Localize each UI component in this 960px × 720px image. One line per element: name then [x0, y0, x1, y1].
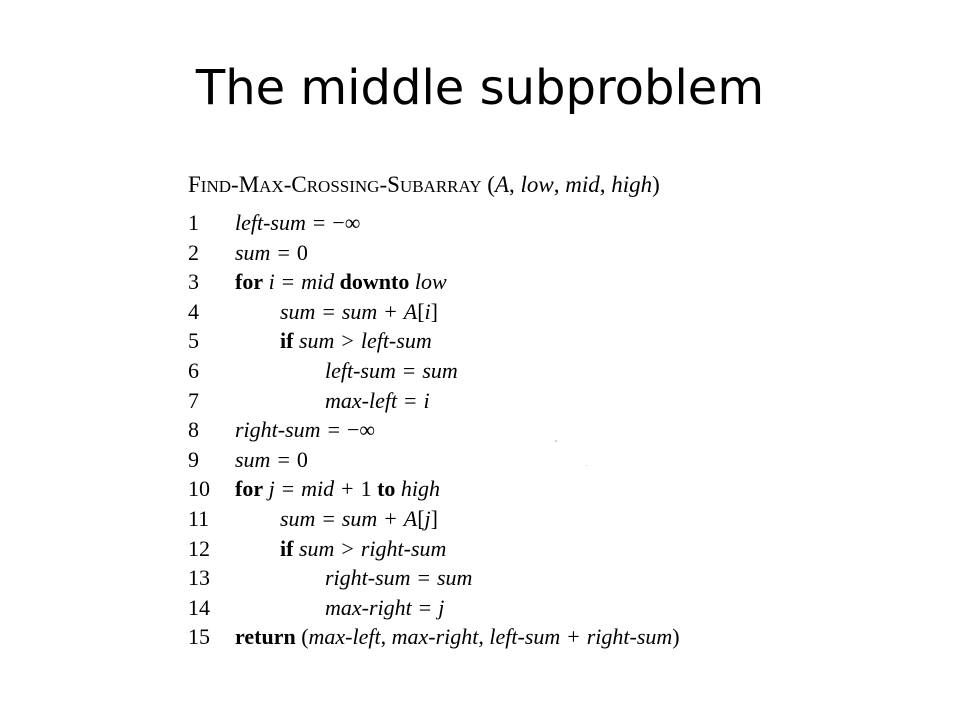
identifier: max-right: [325, 594, 412, 620]
symbol: ]: [430, 506, 438, 531]
comma: ,: [509, 172, 521, 197]
procedure-signature: [188, 170, 660, 202]
code-text: [280, 326, 432, 356]
paren-open: (: [481, 172, 495, 197]
identifier: right-sum: [325, 565, 411, 591]
name-smallcaps: IND: [200, 177, 232, 196]
name-capital: F: [188, 172, 201, 197]
identifier: right-sum: [360, 535, 447, 561]
line-number: 3: [188, 269, 199, 295]
line-number: 15: [188, 624, 210, 650]
line-number: 9: [188, 446, 199, 472]
name-separator: -: [283, 172, 292, 197]
line-number: 11: [188, 506, 210, 531]
identifier: mid: [301, 269, 335, 295]
line-number: 4: [188, 298, 199, 324]
identifier: right-sum: [235, 417, 321, 443]
name-capital: M: [238, 172, 260, 197]
comma: ,: [553, 172, 566, 197]
name-capital: S: [387, 172, 400, 197]
code-text: [235, 208, 360, 238]
code-line: [0, 208, 760, 238]
identifier: left-sum: [235, 210, 306, 235]
code-line: [0, 386, 760, 416]
operator: +: [567, 624, 580, 650]
identifier: j: [438, 594, 445, 620]
code-text: [235, 445, 308, 475]
keyword: downto: [339, 269, 410, 295]
symbol: ,: [478, 624, 490, 650]
line-number: 6: [188, 358, 199, 383]
operator: +: [384, 298, 397, 324]
code-line: [0, 445, 760, 475]
operator: =: [277, 239, 290, 265]
code-line: [0, 415, 760, 445]
identifier: sum: [298, 535, 335, 561]
identifier: left-sum: [360, 328, 432, 354]
operator: =: [322, 298, 335, 324]
code-text: [235, 474, 440, 504]
paren-close: ): [652, 172, 660, 197]
identifier: low: [414, 269, 447, 295]
code-text: [235, 267, 447, 297]
operator: =: [277, 446, 290, 472]
keyword: if: [280, 535, 294, 561]
symbol: −∞: [332, 210, 361, 235]
code-line: [0, 534, 760, 564]
name-capital: C: [291, 172, 307, 197]
scan-speck: [555, 440, 557, 442]
identifier: sum: [341, 506, 378, 531]
symbol: [: [417, 298, 425, 324]
operator: +: [384, 506, 397, 531]
identifier: max-right: [391, 624, 479, 650]
operator: =: [312, 210, 326, 235]
identifier: sum: [422, 358, 458, 383]
code-text: [235, 238, 308, 268]
code-line: [0, 297, 760, 327]
identifier: right-sum: [586, 624, 673, 650]
symbol: ,: [380, 624, 392, 650]
param: A: [494, 172, 509, 197]
line-number: 5: [188, 328, 199, 354]
identifier: left-sum: [325, 358, 396, 383]
keyword: to: [377, 476, 396, 502]
line-number: 12: [188, 535, 210, 561]
line-number: 2: [188, 239, 199, 265]
operator: =: [402, 358, 416, 383]
symbol: [: [417, 506, 425, 531]
operator: =: [322, 506, 335, 531]
identifier: j: [424, 506, 431, 531]
comma: ,: [599, 172, 612, 197]
keyword: return: [235, 624, 296, 650]
code-line: [0, 504, 760, 534]
procedure-params: [482, 172, 660, 197]
line-number: 1: [188, 210, 199, 235]
code-text: [325, 356, 458, 386]
param: mid: [565, 172, 600, 197]
symbol: ]: [430, 298, 438, 324]
identifier: A: [403, 298, 418, 324]
operator: =: [281, 269, 295, 295]
identifier: left-sum: [489, 624, 561, 650]
code-text: [325, 563, 472, 593]
keyword: for: [235, 476, 264, 502]
identifier: sum: [298, 328, 335, 354]
identifier: max-left: [308, 624, 381, 650]
keyword: for: [235, 269, 264, 295]
code-line: [0, 474, 760, 504]
operator: =: [417, 565, 430, 591]
symbol: 1: [360, 476, 372, 502]
keyword: if: [280, 328, 294, 354]
slide-title: The middle subproblem: [195, 60, 765, 116]
code-text: [325, 386, 430, 416]
param: low: [520, 172, 554, 197]
name-smallcaps: AX: [259, 177, 284, 196]
code-line: [0, 326, 760, 356]
code-text: [280, 504, 438, 534]
identifier: max-left: [325, 387, 398, 413]
operator: >: [341, 328, 354, 354]
identifier: mid: [301, 476, 335, 502]
code-line: [0, 356, 760, 386]
symbol: 0: [296, 239, 308, 265]
operator: =: [404, 387, 417, 413]
param: high: [611, 172, 653, 197]
symbol: (: [301, 624, 309, 650]
name-smallcaps: UBARRAY: [399, 177, 482, 196]
symbol: ): [672, 624, 680, 650]
identifier: sum: [280, 506, 316, 531]
line-number: 10: [188, 476, 210, 502]
line-number: 8: [188, 417, 199, 443]
identifier: sum: [436, 565, 473, 591]
code-text: [280, 534, 446, 564]
operator: =: [281, 476, 295, 502]
scan-speck: [586, 465, 587, 466]
code-line: [0, 593, 760, 623]
line-number: 7: [188, 387, 199, 413]
symbol: −∞: [346, 417, 376, 443]
operator: +: [341, 476, 354, 502]
identifier: j: [268, 476, 275, 502]
identifier: sum: [280, 298, 316, 324]
code-line: [0, 238, 760, 268]
code-text: [235, 415, 375, 445]
procedure-name: [188, 172, 482, 197]
identifier: sum: [235, 446, 271, 472]
code-line: [0, 563, 760, 593]
identifier: high: [400, 476, 441, 502]
line-number: 13: [188, 565, 210, 591]
identifier: A: [403, 506, 418, 531]
line-number: 14: [188, 594, 210, 620]
operator: =: [327, 417, 340, 443]
code-text: [235, 622, 680, 652]
identifier: i: [424, 298, 431, 324]
identifier: i: [268, 269, 275, 295]
code-text: [280, 297, 438, 327]
operator: >: [341, 535, 354, 561]
operator: =: [418, 594, 432, 620]
identifier: i: [423, 387, 430, 413]
symbol: 0: [296, 446, 308, 472]
identifier: sum: [235, 239, 271, 265]
code-line: [0, 622, 760, 652]
name-separator: -: [379, 172, 388, 197]
code-text: [325, 593, 444, 623]
identifier: sum: [341, 298, 378, 324]
name-smallcaps: ROSSING: [306, 177, 380, 196]
code-line: [0, 267, 760, 297]
name-separator: -: [231, 172, 239, 197]
